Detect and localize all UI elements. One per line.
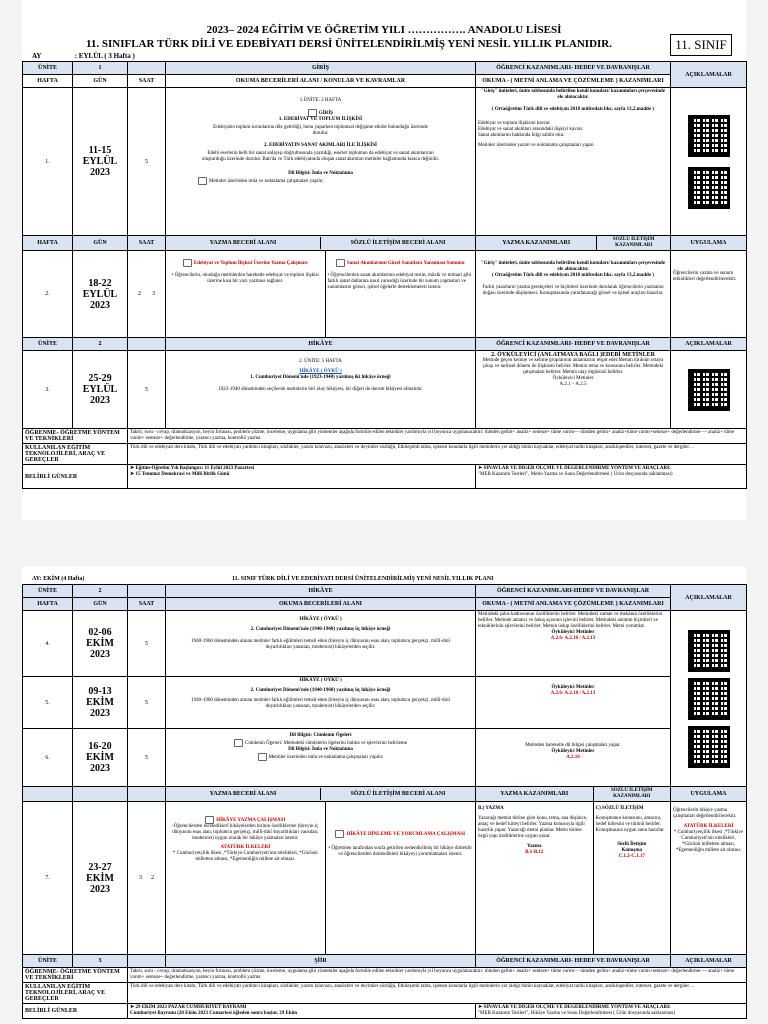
topic-text: Edebiyatın toplum sorunlarına dile getirdiği, bunu yaparken toplumsal değişime etkide bulunduğu üzerinde durulur. bbox=[213, 125, 428, 137]
topic-heading: 2. Cumhuriyet Dönemi'nde (1940-1960) yazılmış üç hikâye örneği bbox=[250, 627, 391, 632]
col-uygulama: UYGULAMA bbox=[671, 787, 747, 802]
grammar-title: Dil Bilgisi: İmla ve Noktalama bbox=[288, 171, 353, 177]
aciklamalar-header: AÇIKLAMALAR bbox=[671, 955, 747, 968]
speaking-title: HİKÂYE DİNLEME VE YORUMLAMA ÇALIŞMASI bbox=[346, 832, 466, 838]
month-row bbox=[22, 52, 746, 61]
pen-icon bbox=[205, 816, 214, 824]
kazanim-title: Öyküleyici Metinler bbox=[551, 749, 595, 754]
col-yazma-kazanim: YAZMA KAZANIMLARI bbox=[476, 236, 597, 250]
writing-title: HİKÂYE YAZMA ÇALIŞMASI bbox=[216, 818, 286, 824]
kazanim-text: Öyküleyici Metinler bbox=[552, 376, 594, 381]
week-hours: 3 bbox=[139, 875, 142, 881]
special-day: Eğitim-Öğretim Yılı Başlangıcı: 11 Eylül 2023 Pazartesi bbox=[135, 466, 255, 471]
week-hours: 3 bbox=[152, 291, 155, 297]
qr-code bbox=[688, 726, 730, 768]
speech-icon bbox=[335, 830, 344, 838]
week-hours: 2 bbox=[138, 291, 141, 297]
unit-name: GİRİŞ bbox=[166, 62, 476, 75]
week-number: 3. bbox=[23, 351, 73, 429]
yazma-kazanim-text: Yazacağı metnin türüne göre konu, tema, ana düşünce, amaç ve hedef kitleyi belirler. Yazma konusuyla ilgili hazırlık yapar. Yazacağı metni planlar. Metin türüne özgü yapı özelliklerine uygun yazar. bbox=[478, 816, 588, 839]
topic-heading: 2. Cumhuriyet Dönemi'nde (1940-1960) yazılmış üç hikâye örneği bbox=[250, 688, 391, 693]
week-number: 7. bbox=[23, 802, 73, 955]
writing-title: Edebiyat ve Toplum İlişkisi Üzerine Yazma Çalışması bbox=[193, 261, 308, 267]
table-row bbox=[23, 88, 747, 236]
tools-text: Türk dili ve edebiyatı ders kitabı, Türk dili ve edebiyatı yardımcı kitapları, sözlükler, yazım kılavuzu, atasözleri ve deyimler sözlüğü, Etkileşimli tahta, işlenen konularla ilgili metinlerin yer aldığı bütün kaynaklar, edebiyat tarihi kitapları, ansiklopediler, internet, gazete ve dergiler… bbox=[128, 444, 747, 465]
grammar-title: Dil Bilgisi: Cümlenin Ögeleri bbox=[289, 733, 352, 738]
topic-title: HİKÂYE ( ÖYKÜ ) bbox=[299, 369, 342, 374]
unit-number: 2 bbox=[73, 585, 128, 598]
week-hours: 5 bbox=[128, 729, 166, 787]
uygulama-text: Öğrencilerin yazma ve sunum etkinlikleri değerlendirilecektir. bbox=[671, 251, 747, 338]
yazma-kazanim-code: B.1-B.12 bbox=[525, 850, 544, 855]
kazanim-text: Edebiyat ve sanat akımları arasındaki ilişkiyi kavrar. bbox=[478, 127, 584, 132]
topic-text: 1940-1960 döneminden alınan metinler farklı eğilimleri temsil eden (bireyin iç dünyasını esas alan, toplumcu gerçekçi, millî-dinî duyarlılıkları yansıtan, modernist) hikâyelerden seçilir. bbox=[191, 698, 450, 709]
unit-label: ÜNİTE bbox=[23, 585, 73, 598]
col-gun: GÜN bbox=[73, 598, 128, 611]
document-icon bbox=[258, 753, 267, 761]
unit-name: ŞİİR bbox=[166, 955, 476, 968]
topic-title: GİRİŞ bbox=[318, 111, 334, 117]
aciklamalar-header: AÇIKLAMALAR bbox=[671, 62, 747, 88]
days-label: BELİRLİ GÜNLER bbox=[23, 465, 128, 489]
week-date: 23-27 EKİM 2023 bbox=[73, 802, 128, 955]
ataturk-text: * Cumhuriyetçilik ilkesi ,*Türkiye Cumhuriyeti'nin nitelikleri, *Gücünü milletten alması, *Egemenliğin millete ait olması. bbox=[673, 830, 744, 853]
ataturk-title: ATATÜRK İLKELERİ bbox=[683, 824, 734, 829]
kazanim-text: Metinden hareketle dil bilgisi çalışmaları yapar. bbox=[525, 743, 621, 748]
table-row bbox=[23, 611, 747, 677]
kazanim-code: A.2.6- A.2.10 / A.2.13 bbox=[550, 691, 596, 696]
exam-text: "MEB Kazanım Testleri", Hikâye Yazma ve Sunu Değerlendirmesi ( Ürün dosyasında saklanması) bbox=[478, 1011, 676, 1016]
aciklamalar-header: AÇIKLAMALAR bbox=[671, 585, 747, 611]
plan-table-2: ÜNİTE 2 HİKÂYE ÖĞRENCİ KAZANIMLARI-HEDEF VE DAVRANIŞLAR AÇIKLAMALAR HAFTA GÜN SAAT OKUMA BECERİLERİ ALANI OKUMA - ( METNİ ANLAMA VE ÇÖZÜMLEME ) KAZANIMLARI 4. 02-06 EKİM 2023 5 HİKÂYE ( ÖYKÜ ) 2. Cumhuriyet Dönemi'nde (1940-1960) yazılmış üç hikâye örneği 1940-1960 döneminden alınan metinler farklı eğilimleri temsil eden (bireyin iç dünyasını esas alan, toplumcu gerçekçi, millî-dinî duyarlılıkları yansıtan, modernist) hikâyelerden seçilir. Metindeki şahıs kadrosunun özelliklerini belirler. Metindeki zaman ve mekânın özelliklerini belirler. Metinde anlatıcı ve bakış açısının işlevini belirler. Metindeki anlatım biçimleri ve tekniklerinin işlevlerini belirler. Metnin üslup özelliklerini belirler. Metni yorumlar. Öyküleyici Metinler A.2.6- A.2.10 / A.2.13 5. 09-13 EKİM 2023 5 HİKÂYE ( ÖYKÜ ) 2. Cumhuriyet Dönemi'nde (1940-1960) yazılmış üç hikâye örneği 1940-1960 döneminden alınan metinler farklı eğilimleri temsil eden (bireyin iç dünyasını esas alan, toplumcu gerçekçi, millî-dinî duyarlılıkları yansıtan, modernist) hikâyelerden seçilir. Öyküleyici Metinler A.2.6- A.2.10 / A.2.13 6. 16-20 EKİM 2023 5 Dil Bilgisi: Cümlenin Ögeleri Cümlenin Ögeleri: Metindeki cümlelerin ögelerini bulma ve işlevlerini belirleme Dil Bilgisi: İmla ve Noktalama Metinler üzerinden imla ve noktalama çalışmaları yapılır. Metinden hareketle dil bilgisi çalışmaları yapar. Öyküleyici Metinler A.2.16 YAZMA BECERİ ALANI SÖZLÜ İLETİŞİM BECERİ ALANI YAZMA KAZANIMLARI SÖZLÜ İLETİŞİM KAZANIMLARI UYGULAMA 7. 23-27 EKİM 2023 3 2 HİKÂYE YAZMA ÇALIŞMASI -Öğrencilerden incelediklerî hikâyelerden birinin özelliklerine (bireyin iç dünyasını esas alan, toplumcu gerçekçi, millî-dinî duyarlılıkları yansıtan, modernist) uygun olarak bir hikâye yazmaları istenir. ATATÜRK İLKELERİ * Cumhuriyetçilik ilkesi ,*Türkiye Cumhuriyeti'nin nitelikleri, *Gücünü milletten alması, *Egemenliğin millete ait olması. HİKÂYE DİNLEME VE YORUMLAMA ÇALIŞMASI • Öğretmen tarafından sınıfa getirilen seslendirilmiş bir hikâye dinletilir ve öğrencilerden dinlendikleri hikâyeyi yorumlamaları istenir. B.) YAZMA Yazacağı metnin türüne göre konu, tema, ana düşünce, amaç ve hedef kitleyi belirler. Yazma konusuyla ilgili hazırlık yapar. Yazacağı metni planlar. Metin türüne özgü yapı özelliklerine uygun yazar. Yazma B.1-B.12 C) SÖZLÜ İLETİŞİM Konuşmanın konusunu, amacını, hedef kitlesini ve türünü belirler. Konuşmasına uygun sunu hazırlar. Sözlü İletişim Konuşma C.1.2-C.1.17 Öğrencilerin hikâye yazma çalışmaları değerlendirilecektir. ATATÜRK İLKELERİ * Cumhuriyetçilik ilkesi ,*Türkiye Cumhuriyeti'nin nitelikleri, *Gücünü milletten alması, *Egemenliğin millete ait olması. ÜNİTE 3 ŞİİR ÖĞRENCİ KAZANIMLARI- HEDEF VE DAVRANIŞLAR AÇIKLAMALAR ÖĞRENME- ÖĞRETME YÖNTEM VE TEKNİKLERİ Takrir, soru - cevap, dramatizasyon, beyin fırtınası, problem çözme, inceleme, uygulama gibi yöntemler aşağıda formüle edilen teknikler yardımıyla yıl boyunca uygulanacaktır: tümden gelim+ analiz+ senteze+ tüme varım— tümden gelim+ analiz+tüme varım+senteze+ değerlendirme—- analiz+ tüme varım+ senteze+ değerlendirme, yaratıcı yazma, kontrollü yazma KULLANILAN EĞİTİM TEKNOLOJİLERİ, ARAÇ VE GEREÇLER Türk dili ve edebiyatı ders kitabı, Türk dili ve edebiyatı yardımcı kitapları, sözlükler, yazım kılavuzu, atasözleri ve deyimler sözlüğü, Etkileşimli tahta, işlenen konularla ilgili metinlerin yer aldığı bütün kaynaklar, edebiyat tarihi kitapları, ansiklopediler, internet, gazete ve dergiler… BELİRLİ GÜNLER ➤ 29 EKİM 2023 PAZAR CUMHURİYET BAYRAMI Cumhuriyet Bayramı (28 Ekim 2023 Cumartesi öğleden sonra başlar, 29 Ekim ➤ SINAVLAR VE DİĞER ÖLÇME VE DEĞERLENDİRME YÖNTEM VE ARAÇLARI: "MEB Kazanım Testleri", Hikâye Yazma ve Sunu Değerlendirmesi ( Ürün dosyasında saklanması) bbox=[22, 584, 747, 1019]
plan-title: 11. SINIF TÜRK DİLİ VE EDEBİYATI DERSİ ÜNİTELENDİRİLMİŞ YENİ NESİL YILLIK PLANI bbox=[232, 576, 494, 582]
kazanim-code: A.2.16 bbox=[566, 755, 580, 760]
ataturk-title: ATATÜRK İLKELERİ bbox=[220, 845, 271, 851]
kazanim-text: ( Ortaöğretim Türk dili ve edebiyatı 2018 müfredatı bkz. sayfa 13,2.madde ) bbox=[492, 107, 654, 112]
kazanim-text: Metindeki şahıs kadrosunun özelliklerini belirler. Metindeki zaman ve mekânın özelliklerini belirler. Metinde anlatıcı ve bakış açısının işlevini belirler. Metindeki anlatım biçimleri ve tekniklerinin işlevlerini belirler. Metnin üslup özelliklerini belirler. Metni yorumlar. bbox=[478, 612, 663, 629]
week-hours: 5 bbox=[128, 351, 166, 429]
week-hours: 2 bbox=[151, 875, 154, 881]
kazanim-code: A.2.1 – A.2.5 bbox=[559, 382, 587, 387]
topic-title: HİKÂYE ( ÖYKÜ ) bbox=[299, 678, 342, 683]
plan-table-1: ÜNİTE 1 GİRİŞ ÖĞRENCİ KAZANIMLARI- HEDEF VE DAVRANIŞLAR AÇIKLAMALAR HAFTA GÜN SAAT OKUMA BECERİLERİ ALANI / KONULAR VE KAVRAMLAR OKUMA - ( METNİ ANLAMA VE ÇÖZÜMLEME ) KAZANIMLARI 1. 11-15 EYLÜL 2023 5 1.ÜNİTE: 2 HAFTA GİRİŞ 1. EDEBİYAT VE TOPLUM İLİŞKİSİ Edebiyatın toplum sorunlarına dile getirdiği, bunu yaparken toplumsal değişime etkide bulunduğu üzerinde durulur. 2. EDEBİYATIN SANAT AKIMLARI İLE İLİŞKİSİ Edebî eserlerin belli bir sanat anlayışı doğrultusunda yazıldığı, eserler toplumun da edebiyat ve sanat akımlarının oluşturduğu üzerinde durulur. Batı'da ve Türk edebiyatında oluşan sanat akımları metinler bağlamında kısaca değinilir. Dil Bilgisi: İmla ve Noktalama Metinler üzerinden imla ve noktalama çalışmaları yapılır. "Giriş" üniteleri, ünite tablosunda belirtilen kendi konuları/ kazanımları çerçevesinde ele alınacaktır. ( Ortaöğretim Türk dili ve edebiyatı 2018 müfredatı bkz. sayfa 13,2.madde ) Edebiyat ve toplum ilişkisini kavrar. Edebiyat ve sanat akımları arasındaki ilişkiyi kavrar. Sanat akımlarını hakkında bilgi sahibi olur. Metinler üzerinden yazım ve noktalama çalışmaları yapar. HAFTA GÜN SAAT YAZMA BECERİ ALANI SÖZLÜ İLETİŞİM BECERİ ALANI YAZMA KAZANIMLARI SÖZLÜ İLETİŞİM KAZANIMLARI UYGULAMA 2. 18-22 EYLÜL 2023 2 3 Edebiyat ve Toplum İlişkisi Üzerine Yazma Çalışması • Öğrencilerin, okuduğu metinlerden hareketle edebiyat ve toplum ilişkisi üzerine kısa bir yazı yazması sağlanır. Sanat Akımlarının Güzel Sanatlara Yansıması Sunumu • Öğrencilerden sanat akımlarının edebiyat resim, müzik ve mimari gibi farklı sanat dallarına nasıl yansıdığı üzerinde bir sunum yapmaları ve sunumlarını görsel, işitsel öğelerle desteklemeleri istenir. "Giriş" üniteleri, ünite tablosunda belirtilen kendi konuları/ kazanımları çerçevesinde ele alınacaktır. ( Ortaöğretim Türk dili ve edebiyatı 2018 müfredatı bkz. sayfa 13,2.madde ) Farklı yazarların yazma gerekçeleri ve biçimleri üzerinde durularak öğrencilerin yazmanın doğası üzerinde düşünmesi. Konuşmasında yararlanacağı görsel ve işitsel araçları hazırlar. Öğrencilerin yazma ve sunum etkinlikleri değerlendirilecektir. ÜNİTE 2 HİKÂYE ÖĞRENCİ KAZANIMLARI- HEDEF VE DAVRANIŞLAR AÇIKLAMALAR 3. 25-29 EYLÜL 2023 5 2. ÜNİTE: 5 HAFTA HİKÂYE ( ÖYKÜ ) 1. Cumhuriyet Dönemi'nde (1923-1940) yazılmış iki hikâye örneği 1923-1940 döneminden seçilecek metinlerin biri olay hikâyesi, bir diğeri de durum hikâyesi olmalıdır. 2. ÖYKÜLEYİCİ (ANLATMAYA BAĞLI )EDEBİ METİNLER Metinde geçen kelime ve kelime gruplarının anlamlarını tespit eder.Metnin türünün ortaya çıkışı ve tarihsel dönem ile ilişkisini belirler. Metnin tema ve konusunu belirler. Metindeki çatışmaları belirler. Metnin olay örgüsünü belirler. Öyküleyici Metinler A.2.1 – A.2.5 ÖĞRENME- ÖĞRETME YÖNTEM VE TEKNİKLERİ Takrir, soru - cevap, dramatizasyon, beyin fırtınası, problem çözme, inceleme, uygulama gibi yöntemler aşağıda formüle edilen teknikler yardımıyla yıl boyunca uygulanacaktır: tümden gelim+ analiz+ senteze+ tüme varım— tümden gelim+ analiz+tüme varım+senteze+ değerlendirme—- analiz+ tüme varım+ senteze+ değerlendirme, yaratıcı yazma, kontrollü yazma KULLANILAN EĞİTİM TEKNOLOJİLERİ, ARAÇ VE GEREÇLER Türk dili ve edebiyatı ders kitabı, Türk dili ve edebiyatı yardımcı kitapları, sözlükler, yazım kılavuzu, atasözleri ve deyimler sözlüğü, Etkileşimli tahta, işlenen konularla ilgili metinlerin yer aldığı bütün kaynaklar, edebiyat tarihi kitapları, ansiklopediler, internet, gazete ve dergiler… BELİRLİ GÜNLER ➤ Eğitim-Öğretim Yılı Başlangıcı: 11 Eylül 2023 Pazartesi ➤ 15 Temmuz Demokrasi ve Millî Birlik Günü ➤ SINAVLAR VE DİĞER ÖLÇME VE DEĞERLENDİRME YÖNTEM VE ARAÇLARI: "MEB Kazanım Testleri", Metin Yazma ve Sunu Değerlendirmesi ( Ürün dosyasında saklanması) bbox=[22, 61, 747, 489]
speaking-text: • Öğrencilerden sanat akımlarının edebiyat resim, müzik ve mimari gibi farklı sanat dallarına nasıl yansıdığı üzerinde bir sunum yapmaları ve sunumlarını görsel, işitsel öğelerle desteklemeleri istenir. bbox=[327, 273, 472, 291]
topic-text: Edebî eserlerin belli bir sanat anlayışı doğrultusunda yazıldığı, eserler toplumun da edebiyat ve sanat akımlarının oluşturduğu üzerinde durulur. Batı'da ve Türk edebiyatında oluşan sanat akımları metinler bağlamında kısaca değinilir. bbox=[201, 151, 440, 163]
unit-info: 2. ÜNİTE: 5 HAFTA bbox=[299, 359, 342, 364]
unit-number: 1 bbox=[73, 62, 128, 75]
kazanim-text: Metinde geçen kelime ve kelime gruplarının anlamlarını tespit eder.Metnin türünün ortaya çıkışı ve tarihsel dönem ile ilişkisini belirler. Metnin tema ve konusunu belirler. Metindeki çatışmaları belirler. Metnin olay örgüsünü belirler. bbox=[482, 358, 664, 375]
kazanim-title: Öyküleyici Metinler bbox=[551, 685, 595, 690]
col-gun: GÜN bbox=[73, 75, 128, 88]
speaking-text: • Öğretmen tarafından sınıfa getirilen seslendirilmiş bir hikâye dinletilir ve öğrencilerden dinlendikleri hikâyeyi yorumlamaları istenir. bbox=[328, 846, 473, 858]
topic-heading: 2. EDEBİYATIN SANAT AKIMLARI İLE İLİŞKİSİ bbox=[264, 143, 377, 149]
qr-code bbox=[688, 167, 730, 209]
special-day: 15 Temmuz Demokrasi ve Millî Birlik Günü bbox=[135, 472, 230, 477]
unit-label: ÜNİTE bbox=[23, 62, 73, 75]
kazanim-title: Öyküleyici Metinler bbox=[551, 630, 595, 635]
unit-number: 3 bbox=[73, 955, 128, 968]
document-icon bbox=[234, 739, 243, 747]
plan-page-1 bbox=[22, 0, 746, 520]
table-row bbox=[23, 251, 747, 338]
col-uygulama: UYGULAMA bbox=[671, 236, 747, 251]
col-hafta: HAFTA bbox=[23, 75, 73, 88]
col-saat: SAAT bbox=[128, 598, 166, 611]
kazanim-header: ÖĞRENCİ KAZANIMLARI- HEDEF VE DAVRANIŞLAR bbox=[476, 338, 671, 351]
exam-text: "MEB Kazanım Testleri", Metin Yazma ve Sunu Değerlendirmesi ( Ürün dosyasında saklanması) bbox=[478, 472, 673, 477]
col-hafta: HAFTA bbox=[23, 598, 73, 611]
grammar-text: Cümlenin Ögeleri: Metindeki cümlelerin ögelerini bulma ve işlevlerini belirleme bbox=[245, 741, 407, 747]
topic-text: 1940-1960 döneminden alınan metinler farklı eğilimleri temsil eden (bireyin iç dünyasını esas alan, toplumcu gerçekçi, millî-dinî duyarlılıkları yansıtan, modernist) hikâyelerden seçilir. bbox=[191, 639, 450, 650]
week-number: 4. bbox=[23, 611, 73, 677]
col-gun: GÜN bbox=[73, 236, 128, 251]
qr-code bbox=[688, 678, 730, 720]
week-date: 18-22 EYLÜL 2023 bbox=[73, 251, 128, 338]
table-row bbox=[23, 351, 747, 429]
sozlu-kazanim-sub: Konuşma bbox=[621, 848, 643, 853]
method-label: ÖĞRENME- ÖĞRETME YÖNTEM VE TEKNİKLERİ bbox=[23, 968, 128, 983]
writing-text: • Öğrencilerin, okuduğu metinlerden hareketle edebiyat ve toplum ilişkisi üzerine kısa bir yazı yazması sağlanır. bbox=[171, 273, 319, 285]
school-title: 2023– 2024 EĞİTİM VE ÖĞRETİM YILI ……………. ANADOLU LİSESİ bbox=[206, 24, 562, 36]
sozlu-kazanim-text: Konuşmanın konusunu, amacını, hedef kitlesini ve türünü belirler. Konuşmasına uygun sunu hazırlar. bbox=[595, 816, 665, 833]
col-saat: SAAT bbox=[128, 236, 166, 251]
col-hafta: HAFTA bbox=[23, 236, 73, 251]
col-okuma-kazanim: OKUMA - ( METNİ ANLAMA VE ÇÖZÜMLEME ) KAZANIMLARI bbox=[476, 75, 671, 88]
week-date: 11-15 EYLÜL 2023 bbox=[73, 88, 128, 236]
yazma-kazanim-sub: Yazma bbox=[527, 844, 542, 849]
col-sozlu-kazanim: SÖZLÜ İLETİŞİM KAZANIMLARI bbox=[612, 237, 655, 248]
uygulama-text: Öğrencilerin hikâye yazma çalışmaları değerlendirilecektir. bbox=[673, 808, 737, 819]
kazanim-text: "Giriş" üniteleri, ünite tablosunda belirtilen kendi konuları/ kazanımları çerçevesinde ele alınacaktır. bbox=[480, 89, 666, 100]
unit-number: 2 bbox=[73, 338, 128, 351]
unit-label: ÜNİTE bbox=[23, 338, 73, 351]
week-hours: 5 bbox=[128, 88, 166, 236]
col-sozlu: SÖZLÜ İLETİŞİM BECERİ ALANI bbox=[350, 791, 446, 797]
kazanim-code: A.2.6- A.2.10 / A.2.13 bbox=[550, 636, 596, 641]
kazanim-text: Edebiyat ve toplum ilişkisini kavrar. bbox=[478, 121, 551, 126]
days-label: BELİRLİ GÜNLER bbox=[23, 1004, 128, 1019]
month-value: AY: EKİM (4 Hafta) bbox=[32, 576, 85, 582]
col-sozlu: SÖZLÜ İLETİŞİM BECERİ ALANI bbox=[350, 240, 446, 246]
unit-name: HİKÂYE bbox=[166, 338, 476, 351]
month-value: : EYLÜL ( 3 Hafta ) bbox=[74, 52, 135, 60]
table-row bbox=[23, 729, 747, 787]
special-day: Cumhuriyet Bayramı (28 Ekim 2023 Cumartesi öğleden sonra başlar, 29 Ekim bbox=[130, 1011, 298, 1016]
aciklamalar-header: AÇIKLAMALAR bbox=[671, 338, 747, 351]
class-badge: 11. SINIF bbox=[670, 34, 732, 56]
week-date: 16-20 EKİM 2023 bbox=[73, 729, 128, 787]
grammar-text: Metinler üzerinden imla ve noktalama çalışmaları yapılır. bbox=[209, 179, 324, 185]
grammar-title: Dil Bilgisi: İmla ve Noktalama bbox=[288, 747, 353, 753]
speaking-title: Sanat Akımlarının Güzel Sanatlara Yansıması Sunumu bbox=[347, 261, 465, 267]
kazanim-header: ÖĞRENCİ KAZANIMLARI- HEDEF VE DAVRANIŞLAR bbox=[476, 62, 671, 75]
pen-icon bbox=[183, 259, 192, 267]
week-number: 2. bbox=[23, 251, 73, 338]
ataturk-text: * Cumhuriyetçilik ilkesi ,*Türkiye Cumhuriyeti'nin nitelikleri, *Gücünü milletten alması, *Egemenliğin millete ait olması. bbox=[172, 851, 318, 863]
week-hours: 5 bbox=[128, 677, 166, 729]
tools-label: KULLANILAN EĞİTİM TEKNOLOJİLERİ, ARAÇ VE GEREÇLER bbox=[23, 983, 128, 1004]
speech-icon bbox=[336, 259, 345, 267]
kazanim-text: Sanat akımlarını hakkında bilgi sahibi olur. bbox=[478, 133, 565, 138]
week-date: 02-06 EKİM 2023 bbox=[73, 611, 128, 677]
week-number: 6. bbox=[23, 729, 73, 787]
topic-heading: 1. EDEBİYAT VE TOPLUM İLİŞKİSİ bbox=[278, 117, 363, 123]
method-text: Takrir, soru - cevap, dramatizasyon, beyin fırtınası, problem çözme, inceleme, uygulama gibi yöntemler aşağıda formüle edilen teknikler yardımıyla yıl boyunca uygulanacaktır: tümden gelim+ analiz+ senteze+ tüme varım— tümden gelim+ analiz+tüme varım+senteze+ değerlendirme—- analiz+ tüme varım+ senteze+ değerlendirme, yaratıcı yazma, kontrollü yazma bbox=[128, 968, 747, 983]
col-yazma: YAZMA BECERİ ALANI bbox=[166, 788, 321, 800]
topic-text: 1923-1940 döneminden seçilecek metinlerin biri olay hikâyesi, bir diğeri de durum hikâyesi olmalıdır. bbox=[218, 387, 423, 392]
col-okuma: OKUMA BECERİLERİ ALANI bbox=[166, 598, 476, 611]
plan-page-2 bbox=[22, 567, 746, 1024]
unit-name: HİKÂYE bbox=[166, 585, 476, 598]
qr-code bbox=[688, 630, 730, 672]
week-date: 25-29 EYLÜL 2023 bbox=[73, 351, 128, 429]
col-yazma-kazanim: YAZMA KAZANIMLARI bbox=[476, 787, 593, 801]
sozlu-kazanim-sub: Sözlü İletişim bbox=[617, 842, 647, 847]
sozlu-kazanim-title: C) SÖZLÜ İLETİŞİM bbox=[595, 806, 644, 811]
yazma-kazanim-title: B.) YAZMA bbox=[478, 806, 504, 811]
col-okuma-kazanim: OKUMA - ( METNİ ANLAMA VE ÇÖZÜMLEME ) KAZANIMLARI bbox=[476, 598, 671, 611]
qr-code bbox=[688, 369, 730, 411]
grammar-text: Metinler üzerinden imla ve noktalama çalışmaları yapılır. bbox=[268, 755, 384, 761]
unit-label: ÜNİTE bbox=[23, 955, 73, 968]
writing-text: -Öğrencilerden incelediklerî hikâyelerden birinin özelliklerine (bireyin iç dünyasını esas alan, toplumcu gerçekçi, millî-dinî duyarlılıkları yansıtan, modernist) uygun olarak bir hikâye yazmaları istenir. bbox=[172, 824, 319, 842]
exam-label: SINAVLAR VE DİĞER ÖLÇME VE DEĞERLENDİRME YÖNTEM VE ARAÇLARI: bbox=[483, 466, 671, 471]
kazanim-header: ÖĞRENCİ KAZANIMLARI-HEDEF VE DAVRANIŞLAR bbox=[476, 585, 671, 598]
special-day: 29 EKİM 2023 PAZAR CUMHURİYET BAYRAMI bbox=[135, 1005, 247, 1010]
method-label: ÖĞRENME- ÖĞRETME YÖNTEM VE TEKNİKLERİ bbox=[23, 429, 128, 444]
kazanim-text: ( Ortaöğretim Türk dili ve edebiyatı 2018 müfredatı bkz. sayfa 13,2.madde ) bbox=[492, 273, 654, 278]
kazanim-title: 2. ÖYKÜLEYİCİ (ANLATMAYA BAĞLI )EDEBİ METİNLER bbox=[491, 352, 655, 358]
tools-label: KULLANILAN EĞİTİM TEKNOLOJİLERİ, ARAÇ VE GEREÇLER bbox=[23, 444, 128, 465]
qr-code bbox=[688, 115, 730, 157]
table-row bbox=[23, 677, 747, 729]
col-sozlu-kazanim: SÖZLÜ İLETİŞİM KAZANIMLARI bbox=[610, 788, 653, 799]
document-icon bbox=[198, 177, 207, 185]
col-yazma: YAZMA BECERİ ALANI bbox=[166, 237, 321, 249]
kazanim-text: Farklı yazarların yazma gerekçeleri ve biçimleri üzerinde durularak öğrencilerin yazmanın doğası üzerinde düşünmesi. Konuşmasında yararlanacağı görsel ve işitsel araçları hazırlar. bbox=[482, 285, 664, 296]
week-number: 5. bbox=[23, 677, 73, 729]
kazanim-text: "Giriş" üniteleri, ünite tablosunda belirtilen kendi konuları/ kazanımları çerçevesinde ele alınacaktır. bbox=[480, 261, 666, 272]
tools-text: Türk dili ve edebiyatı ders kitabı, Türk dili ve edebiyatı yardımcı kitapları, sözlükler, yazım kılavuzu, atasözleri ve deyimler sözlüğü, Etkileşimli tahta, işlenen konularla ilgili metinlerin yer aldığı bütün kaynaklar, edebiyat tarihi kitapları, ansiklopediler, internet, gazete ve dergiler… bbox=[128, 983, 747, 1004]
plan-title: 11. SINIFLAR TÜRK DİLİ VE EDEBİYATI DERSİ ÜNİTELENDİRİLMİŞ YENİ NESİL YILLIK PLANIDIR. bbox=[85, 38, 612, 50]
kazanim-header: ÖĞRENCİ KAZANIMLARI- HEDEF VE DAVRANIŞLAR bbox=[476, 955, 671, 968]
topic-heading: 1. Cumhuriyet Dönemi'nde (1923-1940) yazılmış iki hikâye örneği bbox=[250, 375, 391, 380]
week-number: 1. bbox=[23, 88, 73, 236]
method-text: Takrir, soru - cevap, dramatizasyon, beyin fırtınası, problem çözme, inceleme, uygulama gibi yöntemler aşağıda formüle edilen teknikler yardımıyla yıl boyunca uygulanacaktır: tümden gelim+ analiz+ senteze+ tüme varım— tümden gelim+ analiz+tüme varım+senteze+ değerlendirme—- analiz+ tüme varım+ senteze+ değerlendirme, yaratıcı yazma, kontrollü yazma bbox=[128, 429, 747, 444]
sozlu-kazanim-code: C.1.2-C.1.17 bbox=[618, 854, 645, 859]
col-okuma: OKUMA BECERİLERİ ALANI / KONULAR VE KAVRAMLAR bbox=[166, 75, 476, 88]
month-label: AY bbox=[32, 52, 42, 60]
pen-icon bbox=[308, 109, 317, 117]
exam-label: SINAVLAR VE DİĞER ÖLÇME VE DEĞERLENDİRME YÖNTEM VE ARAÇLARI: bbox=[483, 1005, 671, 1010]
unit-info: 1.ÜNİTE: 2 HAFTA bbox=[299, 98, 342, 103]
week-hours: 5 bbox=[128, 611, 166, 677]
col-saat: SAAT bbox=[128, 75, 166, 88]
week-date: 09-13 EKİM 2023 bbox=[73, 677, 128, 729]
table-row bbox=[23, 802, 747, 955]
topic-title: HİKÂYE ( ÖYKÜ ) bbox=[299, 617, 342, 622]
kazanim-text: Metinler üzerinden yazım ve noktalama çalışmaları yapar. bbox=[478, 143, 595, 148]
